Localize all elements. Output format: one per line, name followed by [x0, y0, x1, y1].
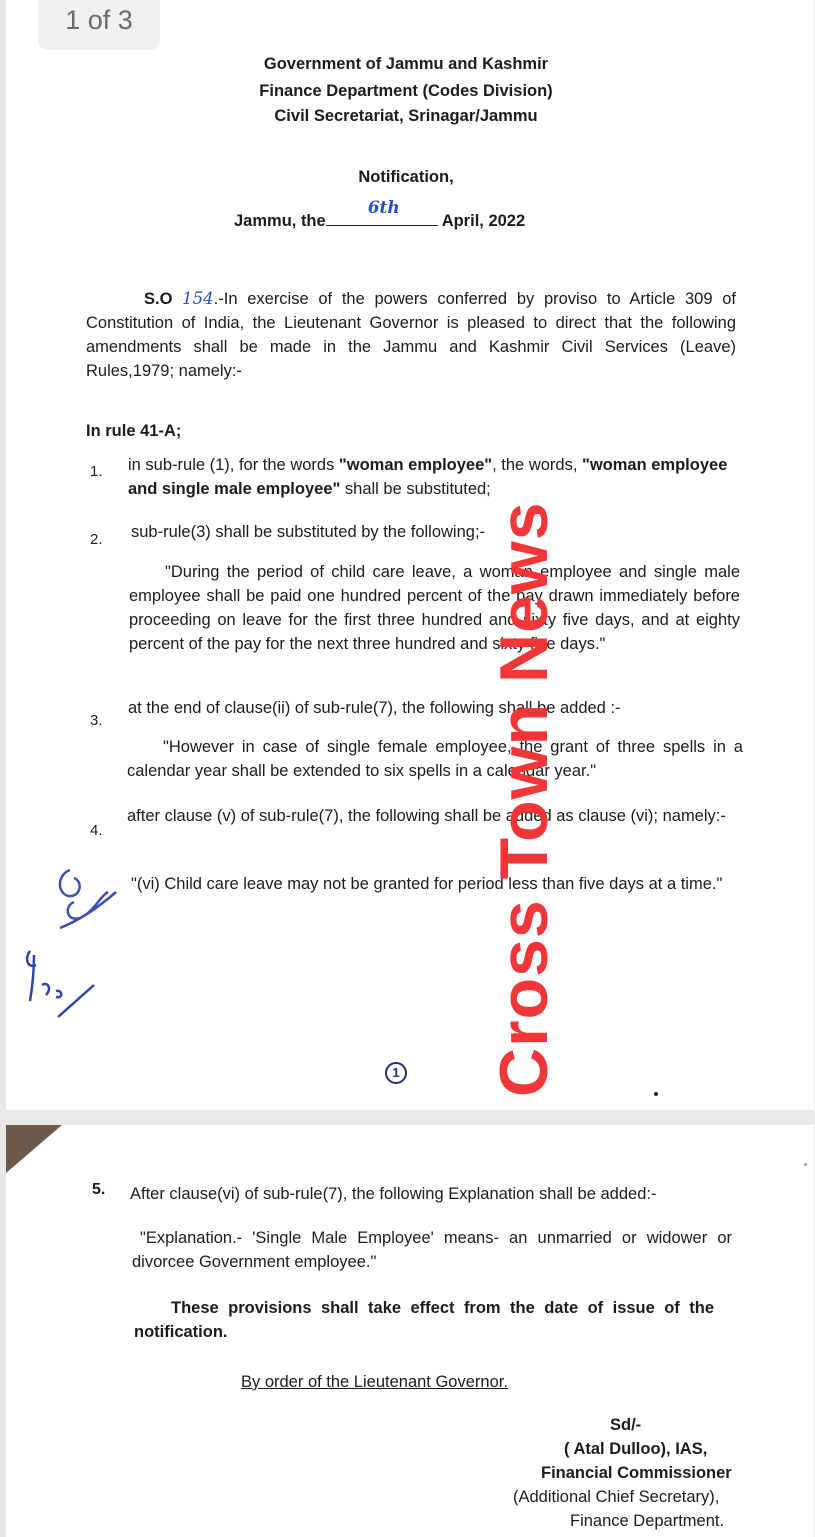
rule-heading: In rule 41-A; [86, 422, 182, 440]
signature-sd: Sd/- [610, 1416, 642, 1434]
page-corner-fold [6, 1125, 62, 1173]
date-line [234, 198, 526, 233]
signature-dept: Finance Department. [570, 1512, 725, 1530]
date-prefix: Jammu, the [234, 212, 326, 230]
so-number: 154 [182, 289, 214, 308]
order-line: By order of the Lieutenant Governor. [241, 1373, 508, 1391]
speck [654, 1092, 658, 1096]
item-2-quote: "During the period of child care leave, a woman employee and single male employee shall be paid one hundred percent of the pay drawn immediately before proceeding on leave for the first three hundred and sixty five days, and at eighty percent of the pay for the next three hundred and sixty five days." [129, 563, 740, 653]
item-4-quote: "(vi) Child care leave may not be granted for period less than five days at a time." [131, 875, 723, 893]
document-page-2 [6, 1125, 814, 1537]
page-number-badge: 1 [385, 1062, 407, 1084]
item-3-text: at the end of clause(ii) of sub-rule(7), the following shall be added :- [128, 699, 621, 717]
item-number-2: 2. [90, 531, 103, 548]
item-1-bold-1: "woman employee" [338, 456, 493, 474]
preamble-paragraph [86, 287, 736, 383]
signature-title: Financial Commissioner [541, 1464, 732, 1482]
date-blank [326, 198, 438, 226]
page-counter: 1 of 3 [38, 0, 160, 50]
header-line-2: Finance Department (Codes Division) [259, 82, 553, 100]
header-line-1: Government of Jammu and Kashmir [263, 55, 549, 73]
document-page-1 [6, 0, 814, 1110]
item-5-quote: "Explanation.- 'Single Male Employee' means- an unmarried or widower or divorcee Government employee." [132, 1229, 732, 1271]
handwritten-margin-note [18, 945, 98, 1025]
item-1-bold-2: "woman employee and single male employee" [128, 456, 728, 498]
cross-town-news-watermark: Cross Town News [486, 501, 562, 1097]
preamble-text: .-In exercise of the powers conferred by proviso to Article 309 of Constitution of India, the Lieutenant Governor is pleased to direct that the following amendments shall be made in the Jammu and Kashmir Civil Services (Leave) Rules,1979; namely:- [86, 290, 736, 380]
item-number-3: 3. [90, 712, 103, 729]
header-line-3: Civil Secretariat, Srinagar/Jammu [274, 107, 538, 125]
notification-title: Notification, [358, 168, 454, 186]
item-1-text-post: shall be substituted; [340, 480, 491, 498]
signature-name: ( Atal Dulloo), IAS, [564, 1440, 708, 1458]
signature-title-2: (Additional Chief Secretary), [513, 1488, 720, 1506]
item-1-text [128, 453, 740, 501]
effect-paragraph: These provisions shall take effect from the date of issue of the notification. [134, 1299, 714, 1341]
date-handwritten: 6th [367, 198, 400, 218]
item-5-text: After clause(vi) of sub-rule(7), the following Explanation shall be added:- [130, 1185, 657, 1203]
item-number-1: 1. [90, 463, 103, 480]
date-suffix: April, 2022 [441, 212, 526, 230]
item-3-quote: "However in case of single female employee, the grant of three spells in a calendar year shall be extended to six spells in a calendar year." [127, 738, 743, 780]
item-number-5: 5. [92, 1181, 106, 1198]
speck-2 [804, 1163, 807, 1166]
item-1-text-pre: in sub-rule (1), for the words [128, 456, 339, 474]
so-label: S.O [144, 290, 173, 308]
item-4-text: after clause (v) of sub-rule(7), the following shall be added as clause (vi); namely:- [127, 807, 726, 825]
item-1-text-mid: , the words, [492, 456, 582, 474]
handwritten-initials [50, 862, 120, 942]
item-2-text: sub-rule(3) shall be substituted by the following;- [131, 523, 486, 541]
item-number-4: 4. [90, 822, 103, 839]
